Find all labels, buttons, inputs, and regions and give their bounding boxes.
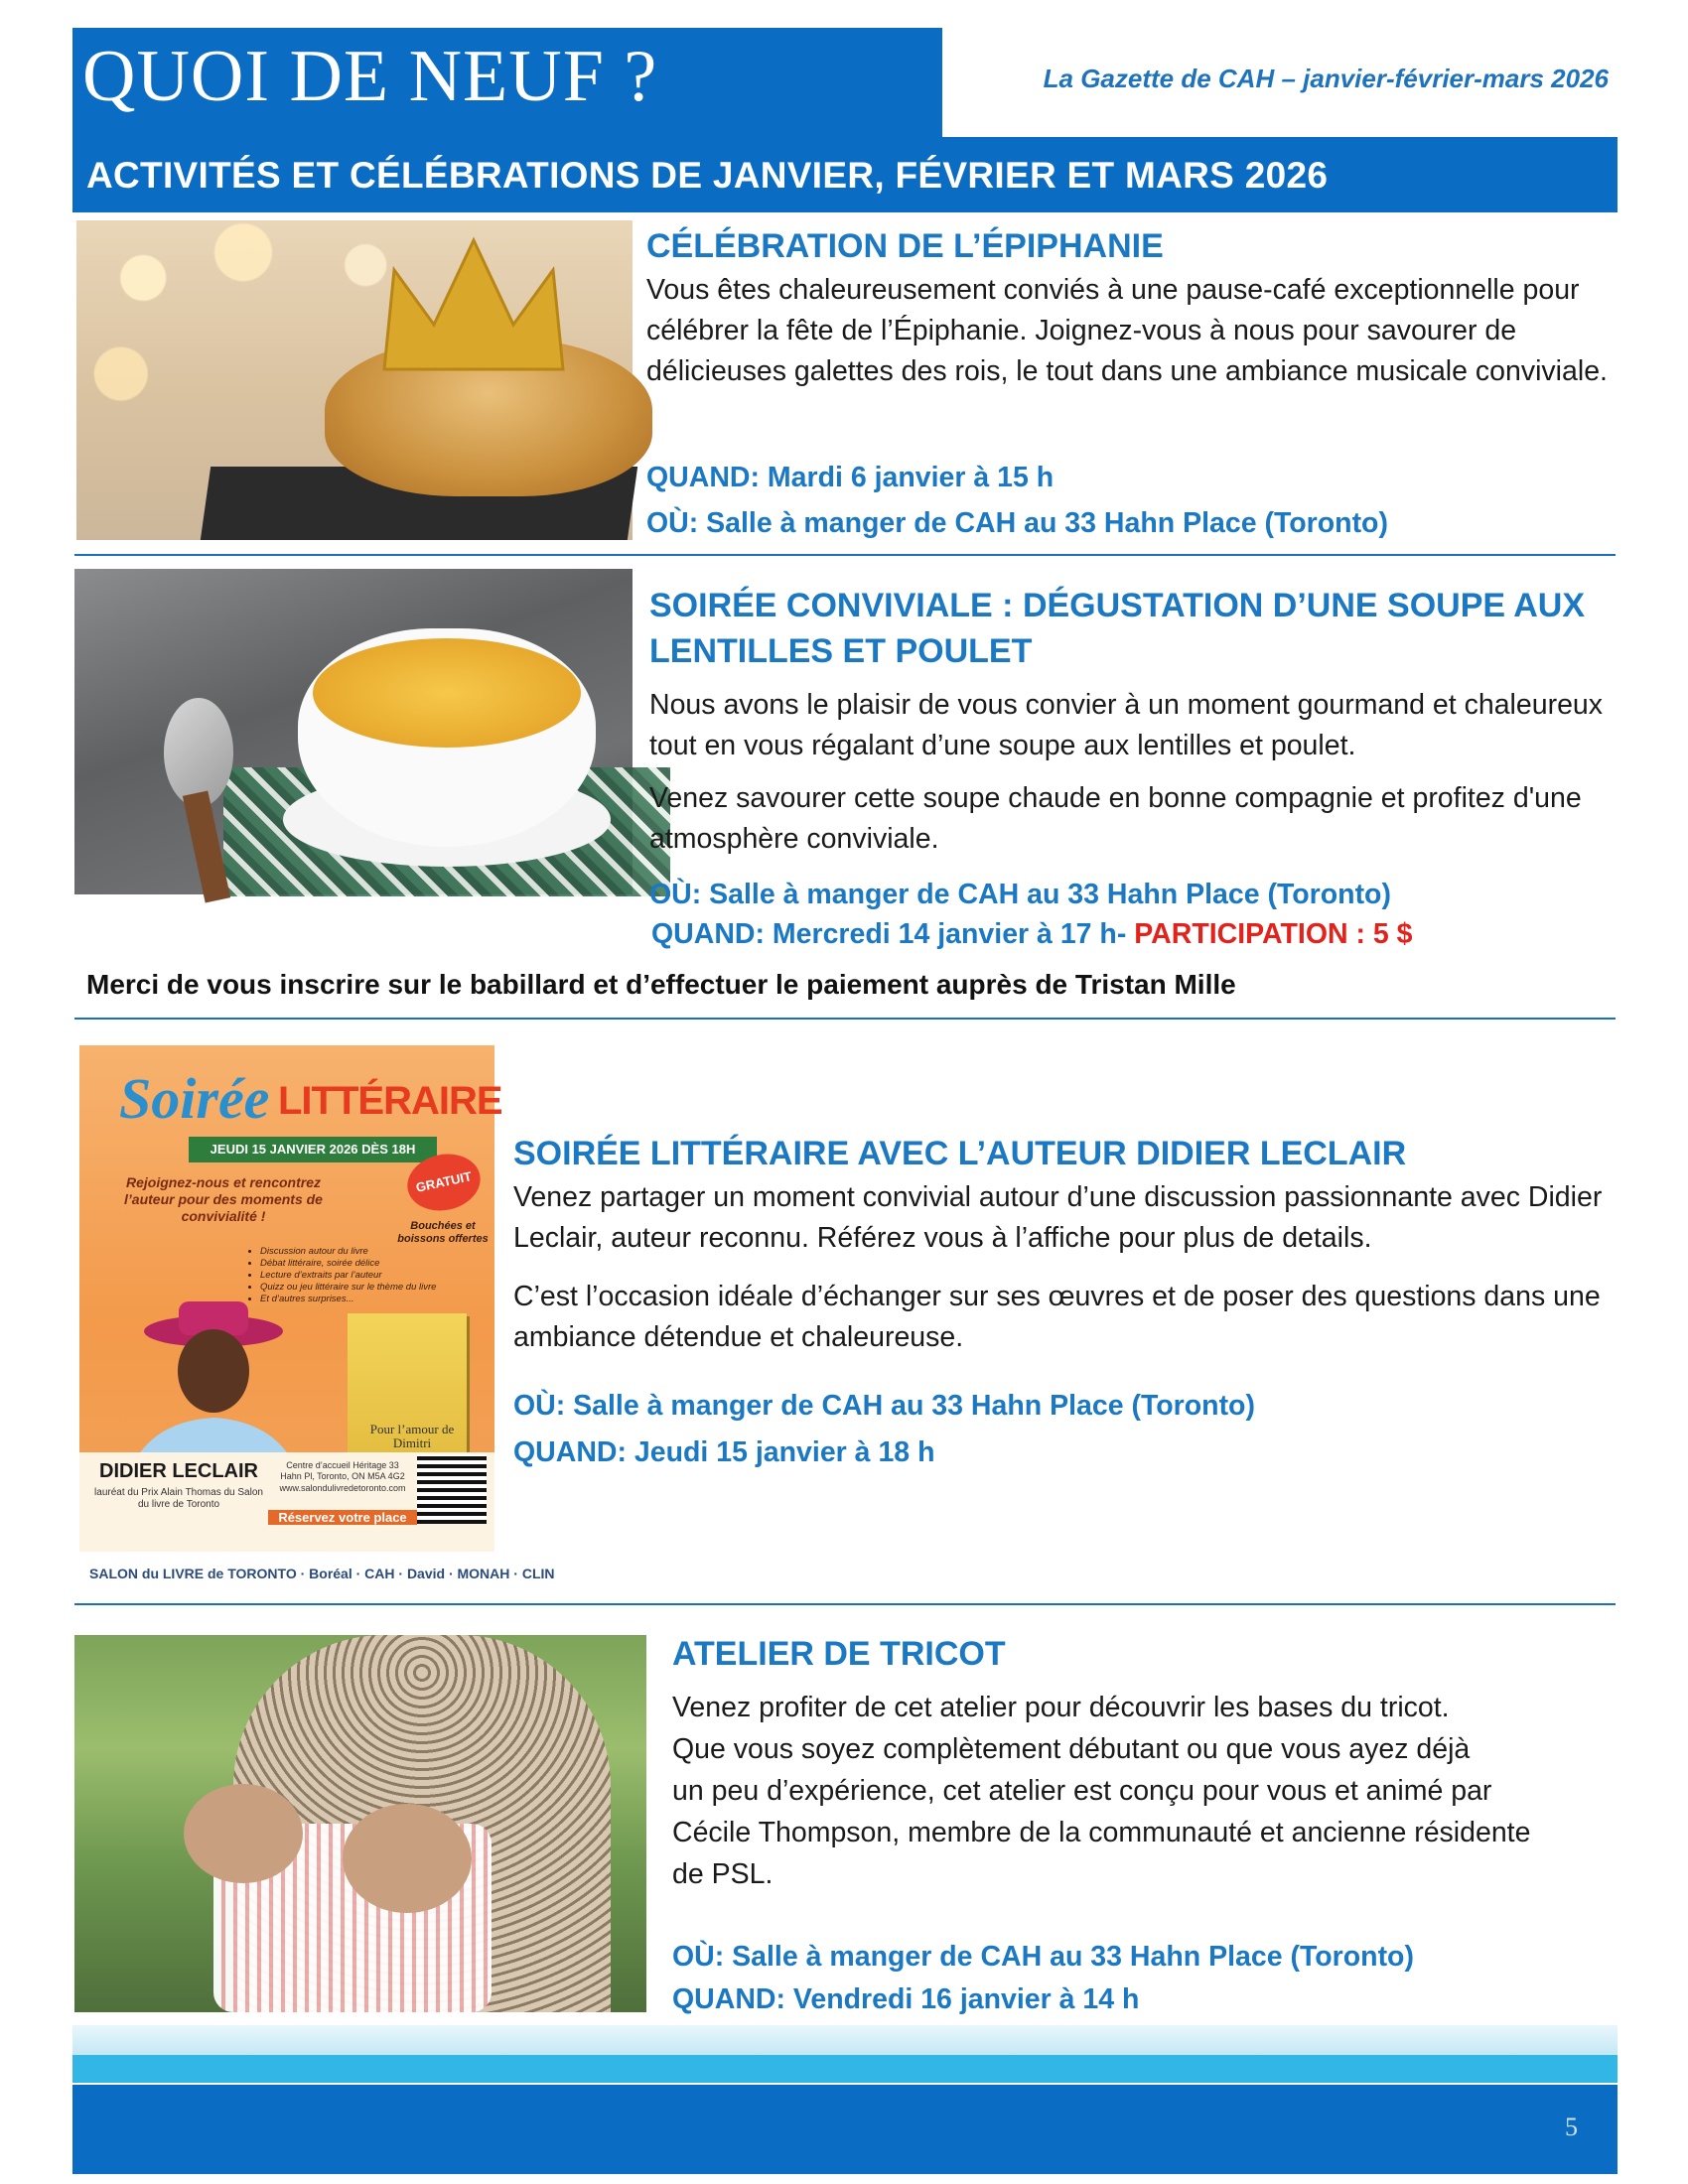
event-paragraph: Venez savourer cette soupe chaude en bonne compagnie et profitez d'une atmosphère conviviale. [649,782,1582,856]
footer-wave-cyan [72,2055,1618,2083]
poster-list-item: • Débat littéraire, soirée délice [260,1258,489,1270]
event-line: de PSL. [672,1857,774,1890]
section-band-title: ACTIVITÉS ET CÉLÉBRATIONS DE JANVIER, FÉVRIER ET MARS 2026 [86,155,1329,196]
poster-intro: Rejoignez-nous et rencontrez l’auteur pour des moments de convivialité ! [124,1174,323,1224]
event-line: Que vous soyez complètement débutant ou que vous ayez déjà [672,1732,1471,1765]
section-divider [74,554,1616,556]
event-title: SOIRÉE LITTÉRAIRE AVEC L’AUTEUR DIDIER LECLAIR [513,1135,1407,1172]
galette-des-rois-image [76,220,633,540]
registration-note: Merci de vous inscrire sur le babillard et d’effectuer le paiement auprès de Tristan Mille [86,969,1236,1000]
poster-list-item: • Discussion autour du livre [260,1246,489,1258]
event-when: QUAND: Jeudi 15 janvier à 18 h [513,1436,935,1468]
poster-gratuit-badge: GRATUIT [402,1148,486,1217]
poster-title-script: Soirée [119,1066,270,1131]
event-line: Cécile Thompson, membre de la communauté et ancienne résidente [672,1816,1531,1848]
section-band [72,137,1618,212]
qr-code-icon [417,1454,487,1524]
section-divider [74,1018,1616,1020]
event-line: un peu d’expérience, cet atelier est conçu pour vous et animé par [672,1774,1492,1807]
header-title-box [72,28,942,137]
event-when: QUAND: Mardi 6 janvier à 15 h [646,462,1055,493]
event-title: CÉLÉBRATION DE L’ÉPIPHANIE [646,227,1164,265]
poster-list-item: • Lecture d’extraits par l’auteur [260,1270,489,1282]
event-paragraph: Nous avons le plaisir de vous convier à un moment gourmand et chaleureux tout en vous régalant d’une soupe aux lentilles et poulet. [649,689,1604,762]
event-description [672,1688,1616,1895]
event-when-line [651,913,1413,956]
event-where: OÙ: Salle à manger de CAH au 33 Hahn Place (Toronto) [672,1941,1414,1973]
crown-icon [374,230,573,379]
poster-laureat: lauréat du Prix Alain Thomas du Salon du livre de Toronto [94,1487,263,1510]
event-title: ATELIER DE TRICOT [672,1635,1006,1673]
page-number: 5 [1565,2113,1578,2141]
book-title: Pour l’amour de Dimitri [369,1422,455,1451]
poster-title-caps: LITTÉRAIRE [278,1079,502,1123]
poster-address: Centre d’accueil Héritage 33 Hahn Pl, Toronto, ON M5A 4G2 www.salondulivredetoronto.com [279,1460,406,1493]
event-paragraph: C’est l’occasion idéale d’échanger sur ses œuvres et de poser des questions dans une ambiance détendue et chaleureuse. [513,1281,1601,1354]
poster-author-name: DIDIER LECLAIR [99,1460,258,1482]
event-line: Venez profiter de cet atelier pour découvrir les bases du tricot. [672,1692,1450,1723]
tricot-image [74,1635,646,2012]
left-hand [184,1784,303,1883]
poster-list-item: • Et d’autres surprises... [260,1294,489,1305]
footer-bar [72,2085,1618,2174]
event-when: QUAND: Vendredi 16 janvier à 14 h [672,1983,1140,2015]
soiree-litteraire-poster [79,1045,555,1601]
event-description [646,270,1608,392]
footer-wave-light [72,2025,1618,2059]
event-description [649,685,1609,860]
event-where: OÙ: Salle à manger de CAH au 33 Hahn Place (Toronto) [646,507,1388,539]
event-when: QUAND: Mercredi 14 janvier à 17 h- [651,918,1135,950]
spoon-icon [164,698,233,807]
poster-list-item: • Quizz ou jeu littéraire sur le thème du livre [260,1282,489,1294]
right-hand [343,1804,472,1913]
event-paragraph: Vous êtes chaleureusement conviés à une pause-café exceptionnelle pour célébrer la fête de l’Épiphanie. Joignez-vous à nous pour savourer de délicieuses galettes des rois, le tout dans une ambiance musicale conviviale. [646,274,1608,388]
event-where: OÙ: Salle à manger de CAH au 33 Hahn Place (Toronto) [513,1390,1255,1422]
event-paragraph: Venez partager un moment convivial autour d’une discussion passionnante avec Didier Leclair, auteur reconnu. Référez vous à l’affiche pour plus de details. [513,1181,1603,1255]
poster-bouchees: Bouchées et boissons offertes [397,1220,489,1245]
poster-date: JEUDI 15 JANVIER 2026 DÈS 18H [189,1137,437,1162]
soup-liquid [313,638,581,748]
section-divider [74,1603,1616,1605]
event-description [513,1177,1608,1358]
sponsor-logo-names: SALON du LIVRE de TORONTO · Boréal · CAH · David · MONAH · CLIN [89,1566,555,1581]
gazette-issue-label: La Gazette de CAH – janvier-février-mars 2026 [1043,64,1609,93]
poster-reservez: Réservez votre place [268,1510,417,1525]
soupe-image [74,569,633,894]
event-title: SOIRÉE CONVIVIALE : DÉGUSTATION D’UNE SOUPE AUX LENTILLES ET POULET [649,587,1586,670]
page-title: QUOI DE NEUF ? [82,36,658,117]
participation-price: PARTICIPATION : 5 $ [1134,918,1413,950]
event-where: OÙ: Salle à manger de CAH au 33 Hahn Place (Toronto) [649,879,1391,910]
